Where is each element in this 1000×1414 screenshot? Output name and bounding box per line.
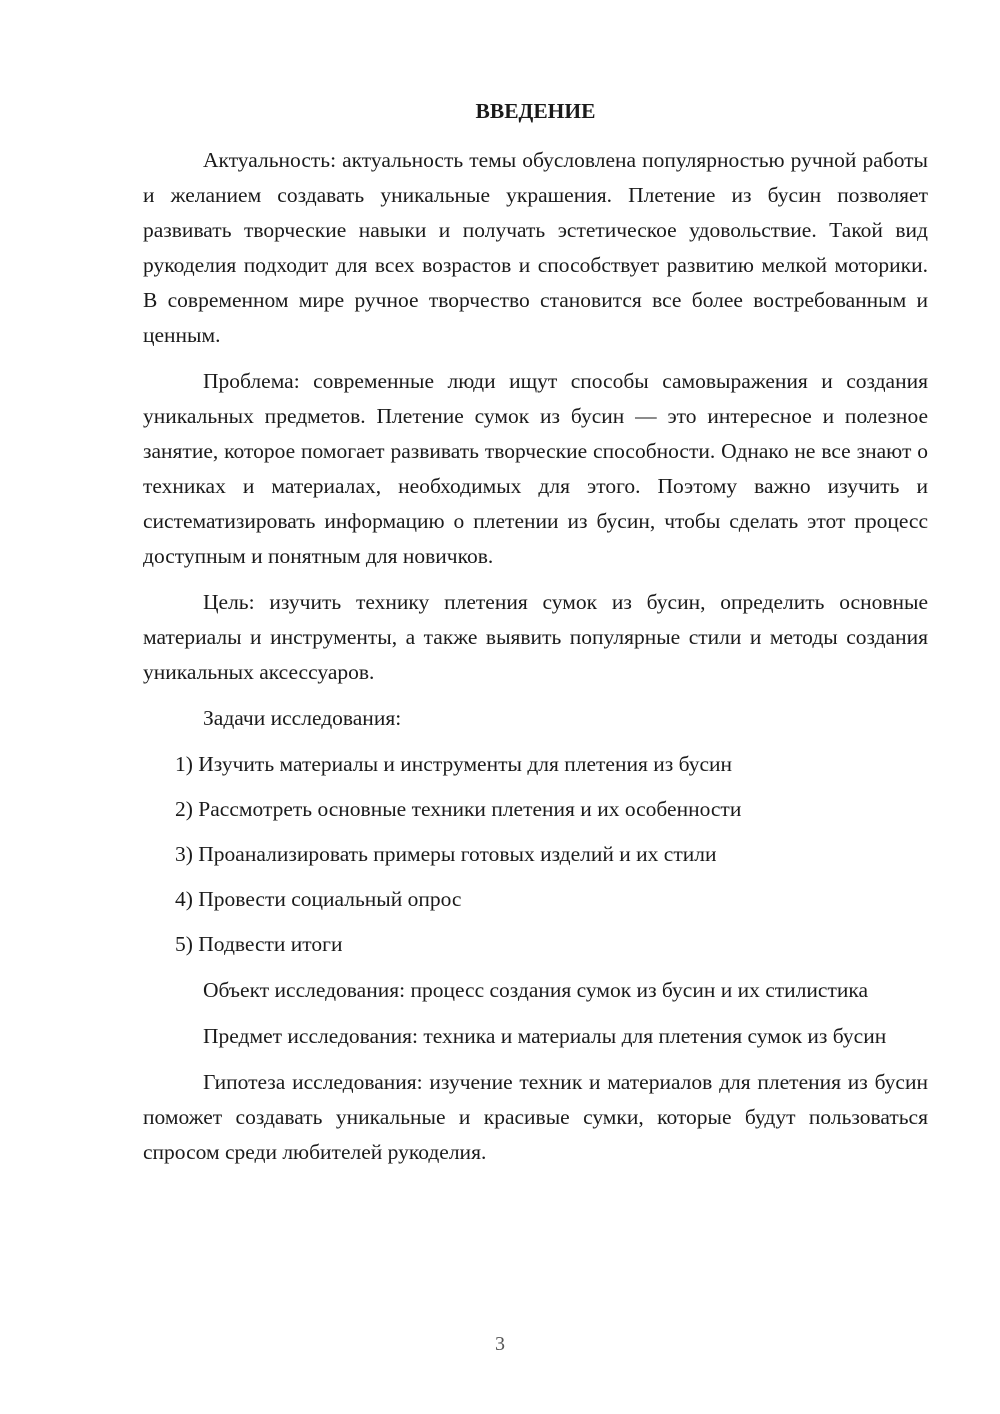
goal-paragraph: Цель: изучить технику плетения сумок из бусин, определить основные материалы и инструменты, а также выявить популярные стили и методы создания уникальных аксессуаров. (143, 590, 928, 684)
relevance-paragraph: Актуальность: актуальность темы обусловлена популярностью ручной работы и желанием создавать уникальные украшения. Плетение из бусин позволяет развивать творческие навыки и получать эстетическое удовольствие. Такой вид рукоделия подходит для всех возрастов и способствует развитию мелкой моторики. В современном мире ручное творчество становится все более востребованным и ценным. (143, 148, 928, 347)
page-number: 3 (495, 1333, 505, 1355)
problem-paragraph: Проблема: современные люди ищут способы самовыражения и создания уникальных предметов. Плетение сумок из бусин — это интересное и полезное занятие, которое помогает развивать творческие способности. Однако не все знают о техниках и материалах, необходимых для этого. Поэтому важно изучить и систематизировать информацию о плетении из бусин, чтобы сделать этот процесс доступным и понятным для новичков. (143, 369, 928, 568)
task-item: 3) Проанализировать примеры готовых изделий и их стили (175, 842, 717, 866)
section-title: ВВЕДЕНИЕ (475, 99, 596, 123)
tasks-heading: Задачи исследования: (203, 706, 402, 730)
task-list (143, 747, 928, 962)
document-page (143, 94, 928, 1181)
subject-paragraph: Предмет исследования: техника и материалы для плетения сумок из бусин (203, 1024, 887, 1048)
task-item: 2) Рассмотреть основные техники плетения и их особенности (175, 797, 742, 821)
task-item: 5) Подвести итоги (175, 932, 343, 956)
hypothesis-paragraph: Гипотеза исследования: изучение техник и материалов для плетения из бусин поможет создавать уникальные и красивые сумки, которые будут пользоваться спросом среди любителей рукоделия. (143, 1070, 928, 1164)
task-item: 4) Провести социальный опрос (175, 887, 462, 911)
task-item: 1) Изучить материалы и инструменты для плетения из бусин (175, 752, 733, 776)
object-paragraph: Объект исследования: процесс создания сумок из бусин и их стилистика (203, 978, 869, 1002)
